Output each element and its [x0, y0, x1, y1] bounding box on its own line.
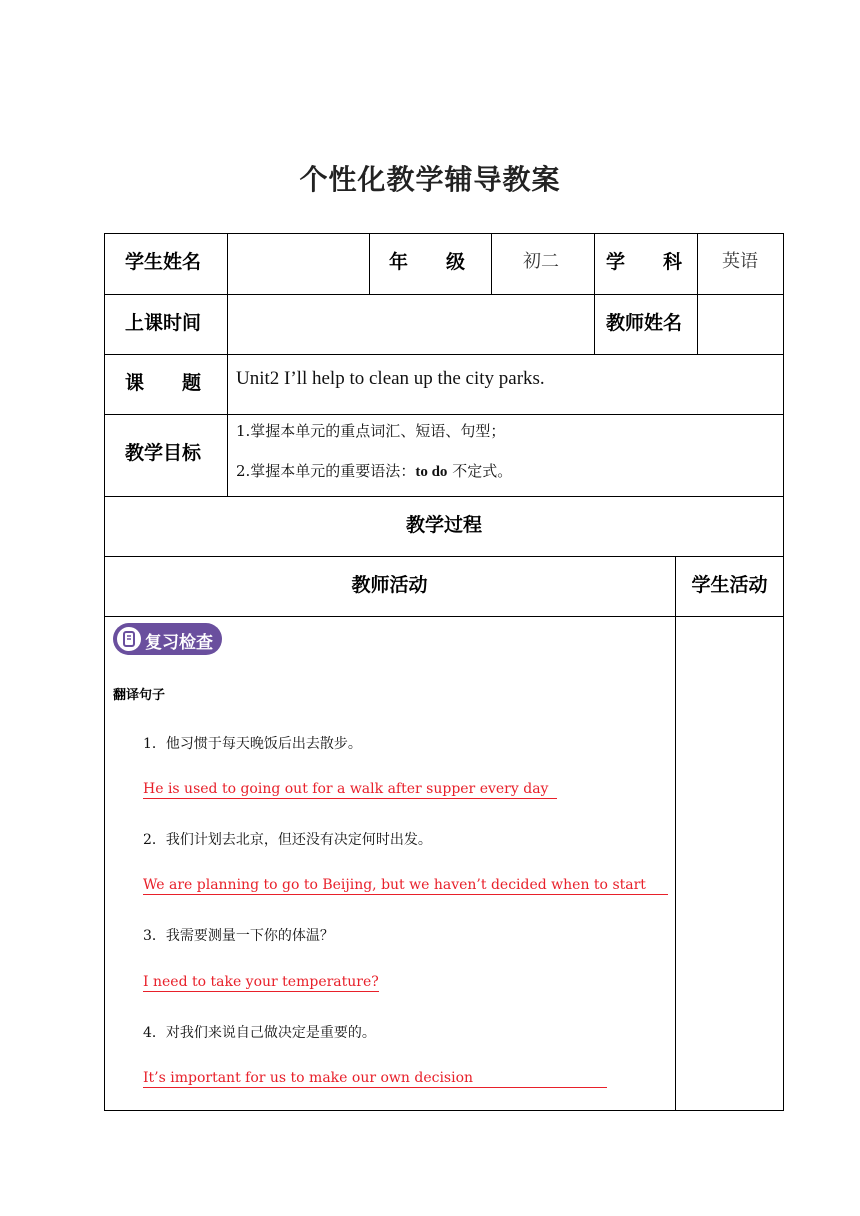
answer-item: He is used to going out for a walk after supper every day — [143, 781, 558, 797]
grade-label: 年 级 — [389, 251, 466, 273]
review-badge — [113, 623, 222, 655]
goal-2-end: 。 — [497, 462, 513, 480]
row-divider — [104, 354, 784, 355]
topic-value: Unit2 I’ll help to clean up the city parks. — [236, 368, 545, 389]
teacher-activity-heading: 教师活动 — [351, 574, 428, 596]
column-divider — [227, 233, 228, 496]
goal-2-prefix: 2.掌握本单元的重要语法： — [236, 462, 416, 480]
answer-item: We are planning to go to Beijing, but we haven’t decided when to start — [143, 877, 669, 893]
question-item: 4．对我们来说自己做决定是重要的。 — [143, 1025, 376, 1041]
goal-2-suffix: 不定式 — [447, 462, 498, 480]
answer-item: I need to take your temperature? — [143, 974, 379, 990]
document-icon — [117, 627, 141, 651]
student-activity-heading: 学生活动 — [691, 574, 768, 596]
row-divider — [104, 294, 784, 295]
goal-2-grammar: to do — [415, 464, 448, 480]
row-divider — [104, 556, 784, 557]
student-name-label: 学生姓名 — [125, 251, 202, 273]
question-item: 2．我们计划去北京，但还没有决定何时出发。 — [143, 832, 432, 848]
subject-value: 英语 — [722, 251, 758, 272]
subject-label: 学 科 — [606, 251, 683, 273]
row-divider — [104, 616, 784, 617]
translate-heading: 翻译句子 — [113, 688, 166, 703]
answer-item: It’s important for us to make our own decision — [143, 1070, 607, 1086]
row-divider — [104, 414, 784, 415]
question-item: 3．我需要测量一下你的体温？ — [143, 928, 334, 944]
column-divider — [697, 233, 698, 354]
goals-label: 教学目标 — [125, 442, 202, 464]
question-item: 1．他习惯于每天晚饭后出去散步。 — [143, 736, 362, 752]
topic-label: 课 题 — [125, 372, 202, 394]
page-title: 个性化教学辅导教案 — [299, 163, 561, 196]
row-divider — [104, 496, 784, 497]
goal-item-2 — [236, 460, 512, 481]
column-divider — [491, 233, 492, 294]
column-divider — [594, 233, 595, 354]
grade-value: 初二 — [523, 251, 559, 272]
review-badge-label: 复习检查 — [145, 633, 213, 653]
column-divider — [369, 233, 370, 294]
teacher-name-label: 教师姓名 — [606, 312, 683, 334]
goal-item-1: 1.掌握本单元的重点词汇、短语、句型； — [236, 422, 506, 440]
class-time-label: 上课时间 — [125, 312, 202, 334]
process-heading: 教学过程 — [405, 514, 482, 536]
column-divider — [675, 556, 676, 1111]
